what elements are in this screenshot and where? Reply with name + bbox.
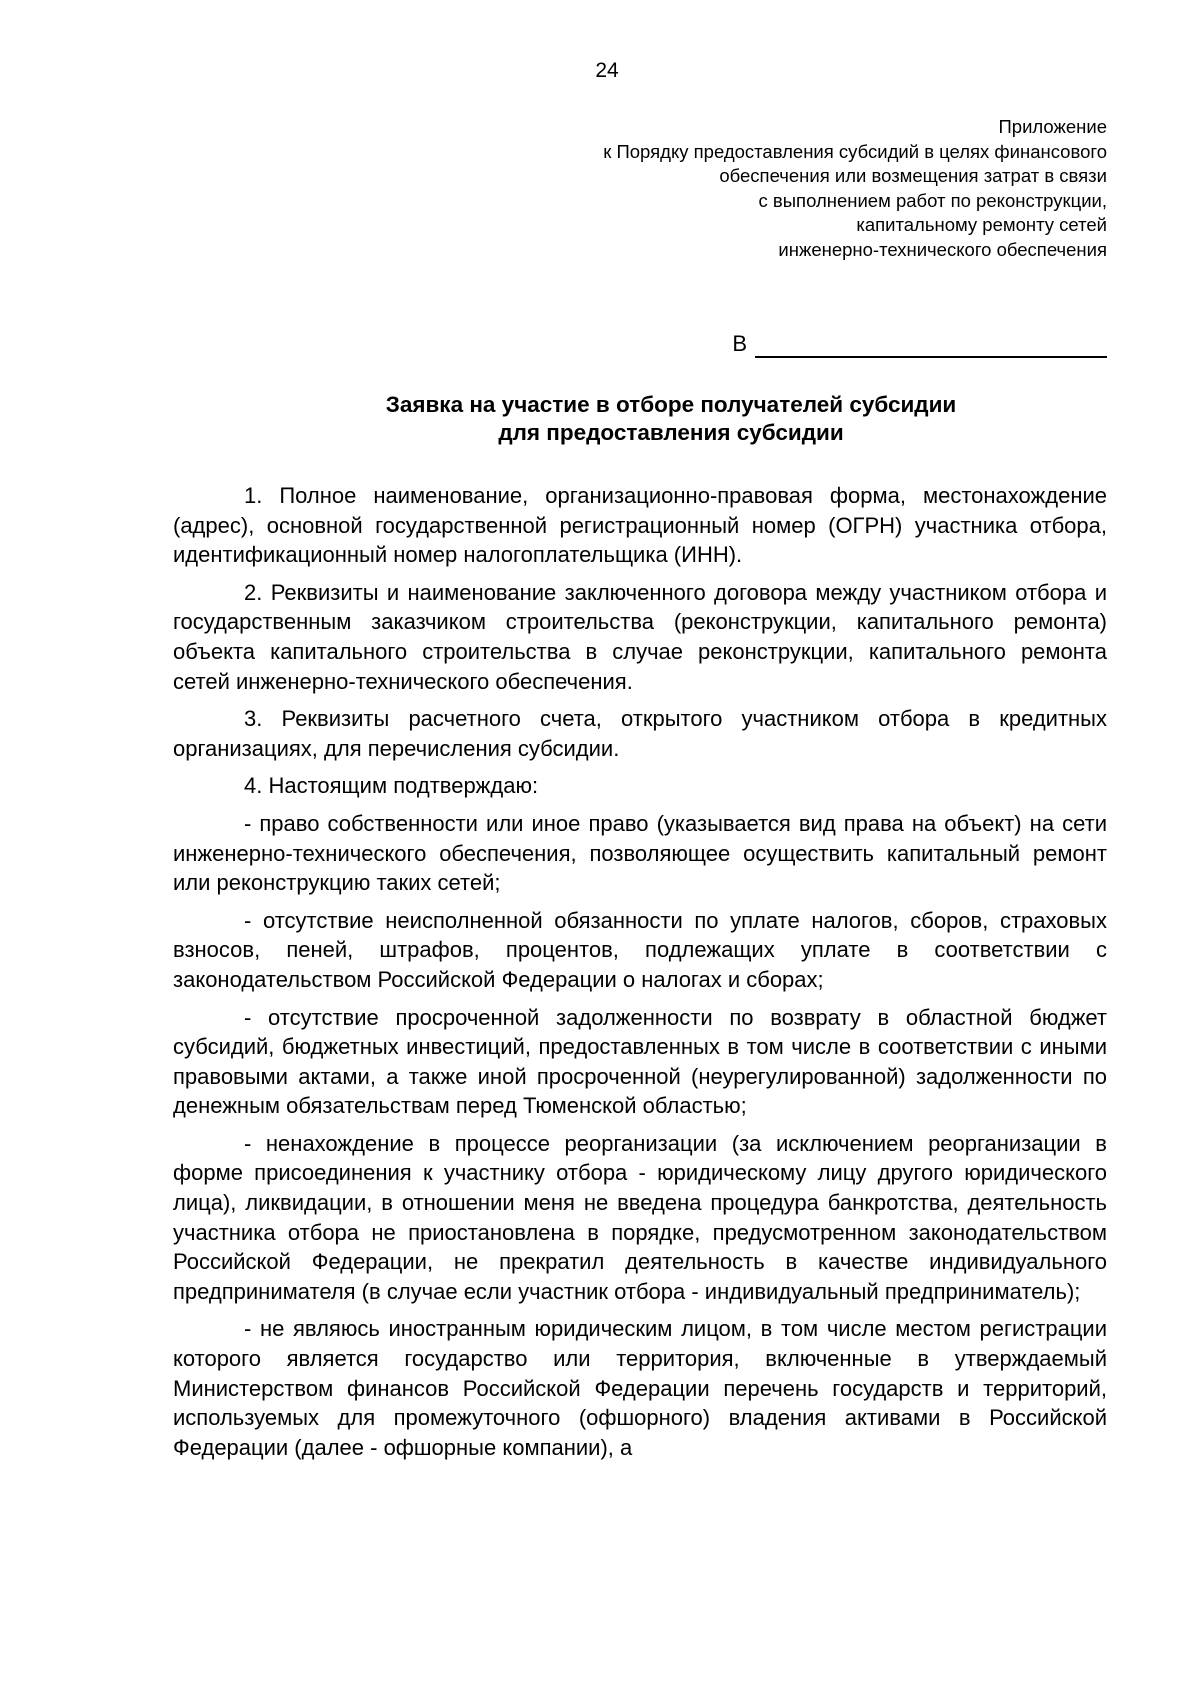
paragraph-bullet: - право собственности или иное право (указывается вид права на объект) на сети инженерно-технического обеспечения, позволяющее осуществить капитальный ремонт или реконструкцию таких сетей; — [173, 810, 1107, 896]
appendix-line: капитальному ремонту сетей — [856, 214, 1107, 236]
appendix-line: инженерно-технического обеспечения — [778, 238, 1107, 260]
addressee-blank-line — [755, 331, 1107, 358]
appendix-line: с выполнением работ по реконструкции, — [758, 189, 1107, 211]
addressee-prefix: В — [732, 331, 747, 356]
paragraph-item-4: 4. Настоящим подтверждаю: — [244, 773, 539, 799]
page-number: 24 — [595, 59, 619, 82]
appendix-line: обеспечения или возмещения затрат в связи — [719, 165, 1107, 187]
paragraph-item-1: 1. Полное наименование, организационно-правовая форма, местонахождение (адрес), основной государственной регистрационный номер (ОГРН) участника отбора, идентификационный номер налогоплательщика (ИНН). — [173, 483, 1107, 568]
paragraph-bullet: - не являюсь иностранным юридическим лицом, в том числе местом регистрации которого является государство или территория, включенные в утверждаемый Министерством финансов Российской Федерации перечень государств и территорий, используемых для промежуточного (офшорного) владения активами в Российской Федерации (далее - офшорные компании), а — [173, 1316, 1107, 1460]
paragraph-bullet: - отсутствие неисполненной обязанности по уплате налогов, сборов, страховых взносов, пеней, штрафов, процентов, подлежащих уплате в соответствии с законодательством Российской Федерации о налогах и сборах; — [173, 907, 1107, 992]
appendix-line: Приложение — [998, 116, 1107, 137]
paragraph-item-3: 3. Реквизиты расчетного счета, открытого участником отбора в кредитных организациях, для перечисления субсидии. — [173, 706, 1107, 761]
addressee-field — [732, 330, 1107, 358]
paragraph-bullet: - ненахождение в процессе реорганизации (за исключением реорганизации в форме присоединения к участнику отбора - юридическому лицу другого юридического лица), ликвидации, в отношении меня не введена процедура банкротства, деятельность участника отбора не приостановлена в порядке, предусмотренном законодательством Российской Федерации, не прекратил деятельность в качестве индивидуального предпринимателя (в случае если участник отбора - индивидуальный предприниматель); — [173, 1130, 1107, 1304]
title-line-1: Заявка на участие в отборе получателей субсидии — [385, 392, 957, 417]
appendix-header — [603, 115, 1107, 263]
paragraph-bullet: - отсутствие просроченной задолженности по возврату в областной бюджет субсидий, бюджетных инвестиций, предоставленных в том числе в соответствии с иными правовыми актами, а также иной просроченной (неурегулированной) задолженности по денежным обязательствам перед Тюменской областью; — [173, 1004, 1107, 1119]
document-body — [173, 481, 1107, 1462]
title-line-2: для предоставления субсидии — [498, 420, 844, 445]
paragraph-item-2: 2. Реквизиты и наименование заключенного договора между участником отбора и государственным заказчиком строительства (реконструкции, капитального ремонта) объекта капитального строительства в случае реконструкции, капитального ремонта сетей инженерно-технического обеспечения. — [173, 579, 1107, 694]
appendix-line: к Порядку предоставления субсидий в целях финансового — [603, 140, 1107, 162]
document-title — [0, 391, 1200, 447]
